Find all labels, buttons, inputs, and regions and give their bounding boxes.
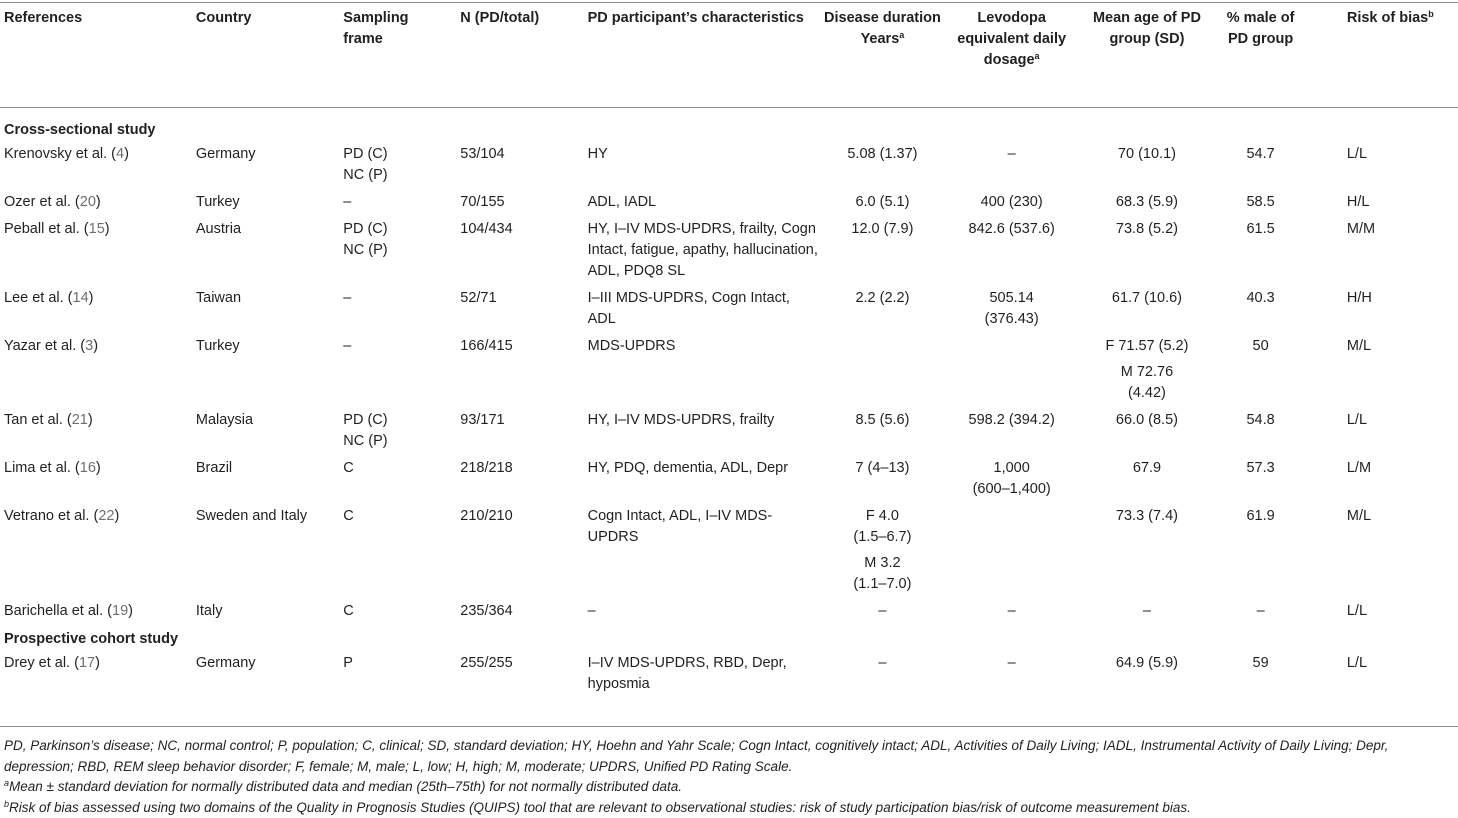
cell-characteristics: – xyxy=(588,598,820,625)
table-row xyxy=(0,598,1458,625)
reference-number-link[interactable]: 16 xyxy=(80,460,96,476)
cell-line: 842.6 (537.6) xyxy=(945,219,1078,240)
cell-male xyxy=(1216,189,1347,216)
cell-reference xyxy=(0,333,196,407)
reference-close-paren: ) xyxy=(114,508,119,524)
cell-risk: L/L xyxy=(1347,650,1458,698)
table-row xyxy=(0,333,1458,407)
footnote-b-text: Risk of bias assessed using two domains of the Quality in Prognosis Studies (QUIPS) tool that are relevant to observational studies: risk of study participation bias/risk of outcome measurement bias. xyxy=(9,800,1191,815)
cell-male xyxy=(1216,333,1347,407)
cell-disease-duration xyxy=(820,285,945,333)
cell-country: Taiwan xyxy=(196,285,343,333)
cell-country: Germany xyxy=(196,650,343,698)
cell-n: 210/210 xyxy=(444,503,587,598)
header-levodopa-text: Levodopa equivalent daily dosage xyxy=(957,10,1066,68)
header-sampling-frame: Sampling frame xyxy=(343,8,444,108)
reference-author: Lima et al. ( xyxy=(4,460,80,476)
cell-line: – xyxy=(820,601,945,622)
cell-line: (4.42) xyxy=(1078,383,1215,404)
cell-line: (1.5–6.7) xyxy=(820,527,945,548)
header-disease-duration-text: Disease duration Years xyxy=(824,10,941,47)
male-value: 50 xyxy=(1216,336,1306,357)
cell-mean-age xyxy=(1078,285,1215,333)
cell-line: 5.08 (1.37) xyxy=(820,144,945,165)
cell-disease-duration xyxy=(820,189,945,216)
cell-levodopa xyxy=(945,598,1078,625)
reference-close-paren: ) xyxy=(124,146,129,162)
cell-mean-age xyxy=(1078,650,1215,698)
cell-male xyxy=(1216,407,1347,455)
cell-reference xyxy=(0,650,196,698)
table-row xyxy=(0,407,1458,455)
reference-author: Lee et al. ( xyxy=(4,290,73,306)
footnote-b-mark: b xyxy=(1428,9,1434,19)
top-rule xyxy=(0,2,1458,3)
section-row xyxy=(0,108,1458,141)
cell-characteristics: HY, I–IV MDS-UPDRS, frailty xyxy=(588,407,820,455)
cell-risk: L/M xyxy=(1347,455,1458,503)
cell-line: 400 (230) xyxy=(945,192,1078,213)
reference-close-paren: ) xyxy=(88,412,93,428)
reference-author: Krenovsky et al. ( xyxy=(4,146,116,162)
table-row xyxy=(0,189,1458,216)
cell-sampling-frame xyxy=(343,285,444,333)
cell-levodopa xyxy=(945,503,1078,598)
cell-n: 93/171 xyxy=(444,407,587,455)
cell-line: 64.9 (5.9) xyxy=(1078,653,1215,674)
cell-sampling-frame xyxy=(343,407,444,455)
reference-close-paren: ) xyxy=(95,655,100,671)
reference-number-link[interactable]: 14 xyxy=(73,290,89,306)
cell-line: NC (P) xyxy=(343,431,444,452)
cell-reference xyxy=(0,407,196,455)
cell-male xyxy=(1216,503,1347,598)
reference-author: Vetrano et al. ( xyxy=(4,508,98,524)
cell-country: Italy xyxy=(196,598,343,625)
cell-sampling-frame xyxy=(343,598,444,625)
header-mean-age: Mean age of PD group (SD) xyxy=(1078,8,1215,108)
cell-reference xyxy=(0,216,196,285)
bottom-rule xyxy=(0,726,1458,727)
cell-line: 73.3 (7.4) xyxy=(1078,506,1215,527)
reference-author: Drey et al. ( xyxy=(4,655,79,671)
cell-line: – xyxy=(1078,601,1215,622)
abbreviations-note: PD, Parkinson’s disease; NC, normal control; P, population; C, clinical; SD, standard deviation; HY, Hoehn and Yahr Scale; Cogn Intact, cognitively intact; ADL, Activities of Daily Living; IADL, Instrumental Activity of Daily Living; Depr, depression; RBD, REM sleep behavior disorder; F, female; M, male; L, low; H, high; M, moderate; UPDRS, Unified PD Rating Scale. xyxy=(4,736,1454,777)
cell-disease-duration xyxy=(820,407,945,455)
cell-reference xyxy=(0,598,196,625)
reference-author: Ozer et al. ( xyxy=(4,194,80,210)
reference-close-paren: ) xyxy=(93,338,98,354)
cell-reference xyxy=(0,189,196,216)
cell-n: 255/255 xyxy=(444,650,587,698)
footnote-a xyxy=(4,777,1454,798)
cell-line: – xyxy=(343,336,444,357)
cell-characteristics: HY, PDQ, dementia, ADL, Depr xyxy=(588,455,820,503)
cell-characteristics: Cogn Intact, ADL, I–IV MDS-UPDRS xyxy=(588,503,820,598)
header-risk-text: Risk of bias xyxy=(1347,10,1428,26)
table-row xyxy=(0,285,1458,333)
reference-author: Yazar et al. ( xyxy=(4,338,85,354)
cell-characteristics: I–III MDS-UPDRS, Cogn Intact, ADL xyxy=(588,285,820,333)
cell-country: Turkey xyxy=(196,189,343,216)
cell-line: (600–1,400) xyxy=(945,479,1078,500)
cell-line: – xyxy=(945,144,1078,165)
reference-author: Peball et al. ( xyxy=(4,221,89,237)
cell-risk: L/L xyxy=(1347,407,1458,455)
table-row xyxy=(0,455,1458,503)
table-row xyxy=(0,503,1458,598)
cell-risk: L/L xyxy=(1347,598,1458,625)
footnote-b xyxy=(4,798,1454,818)
male-value: 61.9 xyxy=(1216,506,1306,527)
cell-n: 166/415 xyxy=(444,333,587,407)
header-row xyxy=(0,8,1458,108)
cell-line: – xyxy=(945,653,1078,674)
cell-line: (376.43) xyxy=(945,309,1078,330)
section-row xyxy=(0,625,1458,650)
cell-line: 2.2 (2.2) xyxy=(820,288,945,309)
reference-close-paren: ) xyxy=(96,460,101,476)
reference-number-link[interactable]: 19 xyxy=(112,603,128,619)
reference-close-paren: ) xyxy=(89,290,94,306)
cell-risk: H/H xyxy=(1347,285,1458,333)
cell-sampling-frame xyxy=(343,503,444,598)
footnote-a-marker: a xyxy=(4,778,9,788)
cell-sampling-frame xyxy=(343,650,444,698)
cell-line: NC (P) xyxy=(343,240,444,261)
cell-disease-duration xyxy=(820,503,945,598)
footnote-a-mark: a xyxy=(899,30,904,40)
table-notes xyxy=(4,736,1454,818)
cell-reference xyxy=(0,503,196,598)
cell-disease-duration xyxy=(820,216,945,285)
cell-line: (1.1–7.0) xyxy=(820,574,945,595)
cell-line: PD (C) xyxy=(343,410,444,431)
header-n xyxy=(444,8,587,108)
cell-line: 67.9 xyxy=(1078,458,1215,479)
cell-line: – xyxy=(820,653,945,674)
cell-n: 70/155 xyxy=(444,189,587,216)
header-male-text: % male of PD group xyxy=(1216,8,1306,50)
cell-disease-duration xyxy=(820,333,945,407)
cell-levodopa xyxy=(945,333,1078,407)
cell-n: 53/104 xyxy=(444,141,587,189)
cell-line: – xyxy=(945,601,1078,622)
cell-risk: L/L xyxy=(1347,141,1458,189)
cell-levodopa xyxy=(945,455,1078,503)
cell-male xyxy=(1216,598,1347,625)
table-row xyxy=(0,650,1458,698)
table-row xyxy=(0,141,1458,189)
footnote-b-marker: b xyxy=(4,799,9,809)
cell-mean-age xyxy=(1078,407,1215,455)
header-levodopa xyxy=(945,8,1078,108)
cell-disease-duration xyxy=(820,650,945,698)
cell-sampling-frame xyxy=(343,216,444,285)
cell-disease-duration xyxy=(820,598,945,625)
cell-country: Germany xyxy=(196,141,343,189)
cell-risk: M/L xyxy=(1347,503,1458,598)
footnote-a-text: Mean ± standard deviation for normally distributed data and median (25th–75th) for not normally distributed data. xyxy=(9,779,682,794)
header-country: Country xyxy=(196,8,343,108)
cell-sampling-frame xyxy=(343,141,444,189)
cell-characteristics: MDS-UPDRS xyxy=(588,333,820,407)
cell-line: 6.0 (5.1) xyxy=(820,192,945,213)
cell-levodopa xyxy=(945,285,1078,333)
cell-characteristics: ADL, IADL xyxy=(588,189,820,216)
reference-author: Barichella et al. ( xyxy=(4,603,112,619)
cell-risk: M/L xyxy=(1347,333,1458,407)
study-characteristics-table xyxy=(0,8,1458,698)
cell-country: Austria xyxy=(196,216,343,285)
male-value: 40.3 xyxy=(1216,288,1306,309)
cell-sampling-frame xyxy=(343,455,444,503)
cell-characteristics: I–IV MDS-UPDRS, RBD, Depr, hyposmia xyxy=(588,650,820,698)
cell-line: 70 (10.1) xyxy=(1078,144,1215,165)
header-disease-duration xyxy=(820,8,945,108)
cell-line: – xyxy=(343,192,444,213)
cell-line: 7 (4–13) xyxy=(820,458,945,479)
cell-line: C xyxy=(343,458,444,479)
table-body xyxy=(0,108,1458,698)
cell-disease-duration xyxy=(820,455,945,503)
section-label: Cross-sectional study xyxy=(0,108,1458,141)
cell-male xyxy=(1216,216,1347,285)
cell-line: 61.7 (10.6) xyxy=(1078,288,1215,309)
reference-number-link[interactable]: 15 xyxy=(89,221,105,237)
cell-line: M 72.76 xyxy=(1078,362,1215,383)
reference-number-link[interactable]: 22 xyxy=(98,508,114,524)
cell-reference xyxy=(0,285,196,333)
reference-close-paren: ) xyxy=(105,221,110,237)
cell-line: PD (C) xyxy=(343,144,444,165)
section-label: Prospective cohort study xyxy=(0,625,1458,650)
cell-characteristics: HY, I–IV MDS-UPDRS, frailty, Cogn Intact, fatigue, apathy, hallucination, ADL, PDQ8 SL xyxy=(588,216,820,285)
cell-mean-age xyxy=(1078,141,1215,189)
cell-line: 68.3 (5.9) xyxy=(1078,192,1215,213)
male-value: 54.8 xyxy=(1216,410,1306,431)
cell-line: F 71.57 (5.2) xyxy=(1078,336,1215,357)
table-row xyxy=(0,216,1458,285)
male-value: 58.5 xyxy=(1216,192,1306,213)
cell-line: C xyxy=(343,506,444,527)
header-risk xyxy=(1347,8,1458,108)
cell-characteristics: HY xyxy=(588,141,820,189)
cell-levodopa xyxy=(945,650,1078,698)
reference-close-paren: ) xyxy=(128,603,133,619)
cell-line: P xyxy=(343,653,444,674)
cell-line: 598.2 (394.2) xyxy=(945,410,1078,431)
cell-levodopa xyxy=(945,216,1078,285)
cell-male xyxy=(1216,285,1347,333)
cell-male xyxy=(1216,650,1347,698)
cell-line: 8.5 (5.6) xyxy=(820,410,945,431)
cell-reference xyxy=(0,455,196,503)
male-value: 59 xyxy=(1216,653,1306,674)
cell-mean-age xyxy=(1078,598,1215,625)
cell-country: Turkey xyxy=(196,333,343,407)
reference-number-link[interactable]: 3 xyxy=(85,338,93,354)
cell-disease-duration xyxy=(820,141,945,189)
reference-author: Tan et al. ( xyxy=(4,412,72,428)
cell-country: Sweden and Italy xyxy=(196,503,343,598)
male-value: 57.3 xyxy=(1216,458,1306,479)
cell-risk: H/L xyxy=(1347,189,1458,216)
cell-n: 218/218 xyxy=(444,455,587,503)
cell-n: 52/71 xyxy=(444,285,587,333)
male-value: 61.5 xyxy=(1216,219,1306,240)
header-references: References xyxy=(0,8,196,108)
cell-line: M 3.2 xyxy=(820,553,945,574)
cell-line: 505.14 xyxy=(945,288,1078,309)
header-n-text: N (PD/total) xyxy=(444,8,539,29)
reference-number-link[interactable]: 20 xyxy=(80,194,96,210)
cell-mean-age xyxy=(1078,333,1215,407)
reference-number-link[interactable]: 4 xyxy=(116,146,124,162)
cell-line: NC (P) xyxy=(343,165,444,186)
cell-sampling-frame xyxy=(343,333,444,407)
cell-line: 73.8 (5.2) xyxy=(1078,219,1215,240)
cell-n: 104/434 xyxy=(444,216,587,285)
cell-line: F 4.0 xyxy=(820,506,945,527)
male-value: – xyxy=(1216,601,1306,622)
header-characteristics: PD participant’s characteristics xyxy=(588,8,820,108)
cell-line: C xyxy=(343,601,444,622)
cell-levodopa xyxy=(945,189,1078,216)
cell-mean-age xyxy=(1078,189,1215,216)
cell-levodopa xyxy=(945,407,1078,455)
cell-mean-age xyxy=(1078,216,1215,285)
cell-mean-age xyxy=(1078,503,1215,598)
cell-line: 66.0 (8.5) xyxy=(1078,410,1215,431)
cell-n: 235/364 xyxy=(444,598,587,625)
cell-sampling-frame xyxy=(343,189,444,216)
reference-number-link[interactable]: 21 xyxy=(72,412,88,428)
cell-country: Malaysia xyxy=(196,407,343,455)
cell-levodopa xyxy=(945,141,1078,189)
header-male xyxy=(1216,8,1347,108)
cell-line: PD (C) xyxy=(343,219,444,240)
cell-male xyxy=(1216,455,1347,503)
reference-number-link[interactable]: 17 xyxy=(79,655,95,671)
footnote-a-mark: a xyxy=(1035,51,1040,61)
cell-line: 1,000 xyxy=(945,458,1078,479)
cell-risk: M/M xyxy=(1347,216,1458,285)
cell-mean-age xyxy=(1078,455,1215,503)
cell-reference xyxy=(0,141,196,189)
cell-country: Brazil xyxy=(196,455,343,503)
reference-close-paren: ) xyxy=(96,194,101,210)
cell-line: 12.0 (7.9) xyxy=(820,219,945,240)
male-value: 54.7 xyxy=(1216,144,1306,165)
cell-line: – xyxy=(343,288,444,309)
cell-male xyxy=(1216,141,1347,189)
